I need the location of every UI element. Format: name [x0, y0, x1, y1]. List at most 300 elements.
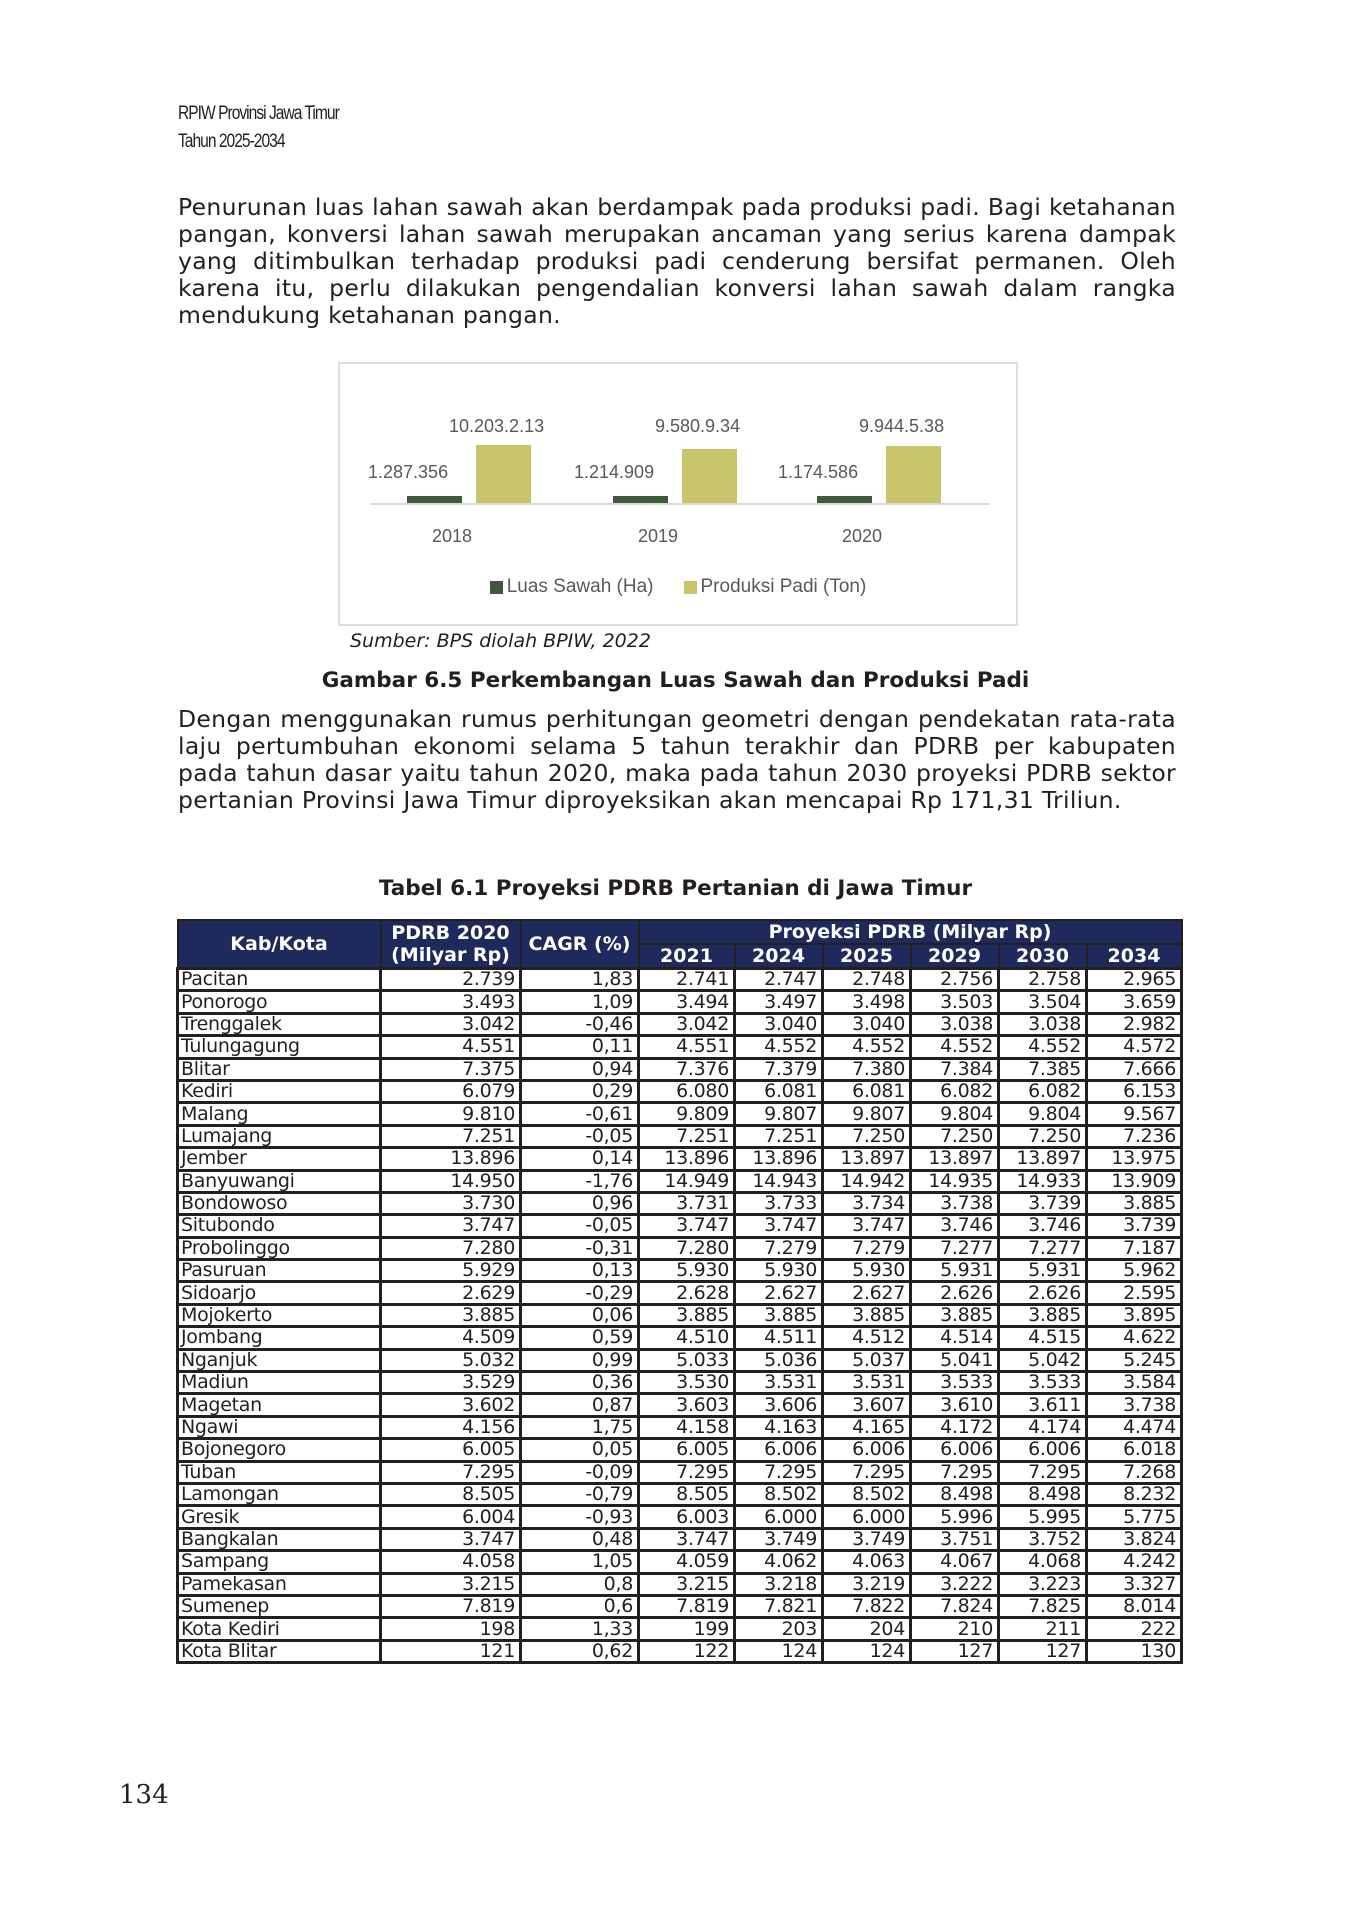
cell-value: 7.666 [1087, 1058, 1182, 1080]
table-row [178, 1372, 1182, 1394]
cell-value: 5.042 [999, 1349, 1087, 1371]
data-label: 1.174.586 [778, 462, 859, 482]
cell-value: 7.280 [381, 1237, 521, 1259]
cell-value: 7.380 [823, 1058, 911, 1080]
cell-value: 7.821 [735, 1595, 823, 1617]
table-row [178, 1170, 1182, 1192]
cell-kabkota: Sumenep [178, 1595, 381, 1617]
cell-kabkota: Lamongan [178, 1483, 381, 1505]
cell-value: 7.236 [1087, 1125, 1182, 1147]
cell-value: 6.000 [823, 1506, 911, 1528]
table-row [178, 1327, 1182, 1349]
cell-value: 5.245 [1087, 1349, 1182, 1371]
cell-value: 3.747 [823, 1215, 911, 1237]
table-row [178, 1394, 1182, 1416]
cell-value: 13.896 [735, 1148, 823, 1170]
header-title: RPIW Provinsi Jawa Timur [178, 103, 339, 124]
cell-kabkota: Blitar [178, 1058, 381, 1080]
col-header-2034: 2034 [1087, 944, 1182, 969]
cell-value: 3.607 [823, 1394, 911, 1416]
cell-value: 124 [823, 1640, 911, 1662]
cell-value: 203 [735, 1618, 823, 1640]
cell-value: 0,14 [521, 1148, 639, 1170]
cell-value: 3.885 [911, 1304, 999, 1326]
cell-value: 3.746 [911, 1215, 999, 1237]
cell-value: 4.514 [911, 1327, 999, 1349]
cell-value: 14.950 [381, 1170, 521, 1192]
cell-value: 8.502 [823, 1483, 911, 1505]
cell-value: 0,62 [521, 1640, 639, 1662]
header-period: Tahun 2025-2034 [178, 131, 285, 152]
cell-value: 3.733 [735, 1192, 823, 1214]
x-tick-label: 2019 [638, 526, 679, 546]
cell-value: -0,29 [521, 1282, 639, 1304]
cell-kabkota: Bondowoso [178, 1192, 381, 1214]
cell-value: 9.810 [381, 1103, 521, 1125]
cell-value: 13.975 [1087, 1148, 1182, 1170]
cell-kabkota: Jombang [178, 1327, 381, 1349]
table-row [178, 1125, 1182, 1147]
cell-kabkota: Madiun [178, 1372, 381, 1394]
table-row [178, 1551, 1182, 1573]
cell-value: 14.943 [735, 1170, 823, 1192]
cell-value: 5.962 [1087, 1260, 1182, 1282]
cell-value: 3.530 [639, 1372, 735, 1394]
cell-kabkota: Kota Blitar [178, 1640, 381, 1662]
bar-luas-sawah-2018 [407, 496, 462, 503]
cell-kabkota: Mojokerto [178, 1304, 381, 1326]
cell-value: 7.822 [823, 1595, 911, 1617]
cell-value: 8.502 [735, 1483, 823, 1505]
x-tick-label: 2018 [432, 526, 473, 546]
cell-value: 6.003 [639, 1506, 735, 1528]
cell-value: 122 [639, 1640, 735, 1662]
cell-value: 7.277 [911, 1237, 999, 1259]
table-row [178, 1506, 1182, 1528]
table-row [178, 991, 1182, 1013]
cell-value: 4.552 [735, 1036, 823, 1058]
cell-kabkota: Pamekasan [178, 1573, 381, 1595]
cell-value: 14.942 [823, 1170, 911, 1192]
cell-value: 5.036 [735, 1349, 823, 1371]
cell-value: 2.628 [639, 1282, 735, 1304]
cell-value: 3.885 [381, 1304, 521, 1326]
cell-value: 7.277 [999, 1237, 1087, 1259]
cell-value: 2.965 [1087, 969, 1182, 991]
cell-value: 7.384 [911, 1058, 999, 1080]
cell-value: 2.739 [381, 969, 521, 991]
cell-value: 222 [1087, 1618, 1182, 1640]
cell-value: 2.741 [639, 969, 735, 991]
cell-value: 3.752 [999, 1528, 1087, 1550]
cell-value: 199 [639, 1618, 735, 1640]
figure-source: Sumber: BPS diolah BPIW, 2022 [350, 630, 651, 652]
cell-value: 6.000 [735, 1506, 823, 1528]
cell-value: 3.730 [381, 1192, 521, 1214]
cell-value: 7.819 [381, 1595, 521, 1617]
cell-value: 7.280 [639, 1237, 735, 1259]
cell-value: 6.080 [639, 1080, 735, 1102]
cell-value: 124 [735, 1640, 823, 1662]
cell-value: 4.622 [1087, 1327, 1182, 1349]
cell-value: 7.375 [381, 1058, 521, 1080]
cell-value: 5.930 [639, 1260, 735, 1282]
legend-item-luas-sawah [490, 576, 654, 598]
cell-value: 14.935 [911, 1170, 999, 1192]
cell-value: 0,13 [521, 1260, 639, 1282]
cell-value: 7.819 [639, 1595, 735, 1617]
bar-chart [338, 362, 1018, 626]
cell-value: 3.219 [823, 1573, 911, 1595]
table-row [178, 1282, 1182, 1304]
cell-value: -1,76 [521, 1170, 639, 1192]
cell-value: 0,99 [521, 1349, 639, 1371]
cell-value: 8.498 [911, 1483, 999, 1505]
cell-value: 5.929 [381, 1260, 521, 1282]
cell-value: 4.174 [999, 1416, 1087, 1438]
bar-produksi-padi-2018 [476, 445, 531, 503]
cell-value: 5.037 [823, 1349, 911, 1371]
cell-value: 3.885 [639, 1304, 735, 1326]
cell-kabkota: Probolinggo [178, 1237, 381, 1259]
cell-value: 1,83 [521, 969, 639, 991]
table-row [178, 1013, 1182, 1035]
cell-value: 3.611 [999, 1394, 1087, 1416]
cell-value: 4.068 [999, 1551, 1087, 1573]
bar-luas-sawah-2019 [613, 496, 668, 503]
cell-value: 3.739 [999, 1192, 1087, 1214]
cell-value: 6.005 [381, 1439, 521, 1461]
cell-kabkota: Jember [178, 1148, 381, 1170]
cell-value: 3.223 [999, 1573, 1087, 1595]
cell-value: 4.165 [823, 1416, 911, 1438]
cell-value: 3.503 [911, 991, 999, 1013]
cell-value: 2.627 [735, 1282, 823, 1304]
cell-value: 5.995 [999, 1506, 1087, 1528]
cell-value: 0,8 [521, 1573, 639, 1595]
cell-value: 5.775 [1087, 1506, 1182, 1528]
cell-value: 4.163 [735, 1416, 823, 1438]
cell-value: 3.497 [735, 991, 823, 1013]
cell-value: 3.751 [911, 1528, 999, 1550]
table-caption: Tabel 6.1 Proyeksi PDRB Pertanian di Jawa Timur [378, 876, 973, 901]
cell-value: 6.081 [823, 1080, 911, 1102]
cell-value: 2.982 [1087, 1013, 1182, 1035]
cell-value: 211 [999, 1618, 1087, 1640]
cell-value: 7.187 [1087, 1237, 1182, 1259]
cell-value: 3.747 [381, 1215, 521, 1237]
cell-value: 5.041 [911, 1349, 999, 1371]
cell-value: 3.747 [639, 1215, 735, 1237]
cell-value: 13.897 [911, 1148, 999, 1170]
cell-value: 13.896 [381, 1148, 521, 1170]
table-row [178, 1036, 1182, 1058]
cell-value: 4.572 [1087, 1036, 1182, 1058]
cell-value: 8.505 [639, 1483, 735, 1505]
cell-value: 3.603 [639, 1394, 735, 1416]
cell-value: 3.218 [735, 1573, 823, 1595]
legend-label-produksi-padi: Produksi Padi (Ton) [700, 576, 867, 597]
cell-value: 0,29 [521, 1080, 639, 1102]
cell-value: -0,31 [521, 1237, 639, 1259]
cell-value: 4.551 [381, 1036, 521, 1058]
running-header [178, 100, 339, 156]
table-row [178, 1237, 1182, 1259]
col-header-kabkota: Kab/Kota [178, 920, 381, 969]
table-row [178, 1148, 1182, 1170]
cell-value: 3.731 [639, 1192, 735, 1214]
cell-value: -0,05 [521, 1215, 639, 1237]
cell-value: 9.809 [639, 1103, 735, 1125]
cell-value: 127 [911, 1640, 999, 1662]
cell-value: -0,61 [521, 1103, 639, 1125]
cell-value: 3.038 [999, 1013, 1087, 1035]
cell-value: 2.629 [381, 1282, 521, 1304]
legend-swatch-produksi-padi [684, 581, 697, 594]
cell-value: 3.584 [1087, 1372, 1182, 1394]
cell-value: 9.804 [999, 1103, 1087, 1125]
cell-value: 7.824 [911, 1595, 999, 1617]
cell-value: 6.153 [1087, 1080, 1182, 1102]
cell-kabkota: Kota Kediri [178, 1618, 381, 1640]
cell-value: 3.040 [823, 1013, 911, 1035]
cell-value: 3.659 [1087, 991, 1182, 1013]
cell-value: 3.885 [735, 1304, 823, 1326]
cell-value: 3.606 [735, 1394, 823, 1416]
paragraph-sawah-conversion: Penurunan luas lahan sawah akan berdampak pada produksi padi. Bagi ketahanan pangan, konversi lahan sawah merupakan ancaman yang serius karena dampak yang ditimbulkan terhadap produksi padi cenderung bersifat permanen. Oleh karena itu, perlu dilakukan pengendalian konversi lahan sawah dalam rangka mendukung ketahanan pangan. [178, 193, 1176, 329]
cell-value: 4.509 [381, 1327, 521, 1349]
cell-value: 4.552 [999, 1036, 1087, 1058]
cell-value: 0,6 [521, 1595, 639, 1617]
cell-value: 6.079 [381, 1080, 521, 1102]
cell-value: 3.504 [999, 991, 1087, 1013]
cell-value: 9.807 [823, 1103, 911, 1125]
table-row [178, 1103, 1182, 1125]
cell-value: 5.996 [911, 1506, 999, 1528]
col-header-2024: 2024 [735, 944, 823, 969]
table-row [178, 1260, 1182, 1282]
bar-produksi-padi-2020 [886, 446, 941, 503]
cell-value: 7.295 [911, 1461, 999, 1483]
table-row [178, 1618, 1182, 1640]
cell-value: 7.251 [735, 1125, 823, 1147]
cell-value: 9.804 [911, 1103, 999, 1125]
cell-kabkota: Sampang [178, 1551, 381, 1573]
cell-value: 4.515 [999, 1327, 1087, 1349]
cell-kabkota: Trenggalek [178, 1013, 381, 1035]
cell-value: 2.595 [1087, 1282, 1182, 1304]
cell-value: 3.746 [999, 1215, 1087, 1237]
col-header-cagr: CAGR (%) [521, 920, 639, 969]
cell-value: 0,36 [521, 1372, 639, 1394]
cell-value: 3.533 [911, 1372, 999, 1394]
cell-value: 121 [381, 1640, 521, 1662]
cell-value: 0,05 [521, 1439, 639, 1461]
cell-kabkota: Bangkalan [178, 1528, 381, 1550]
cell-value: 8.498 [999, 1483, 1087, 1505]
cell-value: 6.082 [911, 1080, 999, 1102]
cell-value: 7.295 [823, 1461, 911, 1483]
cell-value: 6.082 [999, 1080, 1087, 1102]
data-label: 10.203.2.13 [449, 416, 545, 436]
cell-value: 4.156 [381, 1416, 521, 1438]
cell-value: 130 [1087, 1640, 1182, 1662]
col-header-2030: 2030 [999, 944, 1087, 969]
cell-value: 3.610 [911, 1394, 999, 1416]
cell-value: 2.627 [823, 1282, 911, 1304]
table-body [178, 969, 1182, 1663]
cell-value: 3.738 [911, 1192, 999, 1214]
cell-value: 0,96 [521, 1192, 639, 1214]
table-row [178, 1528, 1182, 1550]
legend-swatch-luas-sawah [490, 581, 503, 594]
cell-value: 4.067 [911, 1551, 999, 1573]
cell-value: 13.897 [999, 1148, 1087, 1170]
cell-value: 3.222 [911, 1573, 999, 1595]
cell-value: 3.531 [735, 1372, 823, 1394]
cell-value: 5.033 [639, 1349, 735, 1371]
page-number: 134 [119, 1780, 169, 1810]
paragraph-pdrb-projection: Dengan menggunakan rumus perhitungan geometri dengan pendekatan rata-rata laju pertumbuhan ekonomi selama 5 tahun terakhir dan PDRB per kabupaten pada tahun dasar yaitu tahun 2020, maka pada tahun 2030 proyeksi PDRB sektor pertanian Provinsi Jawa Timur diproyeksikan akan mencapai Rp 171,31 Triliun. [178, 705, 1176, 814]
cell-value: 3.885 [999, 1304, 1087, 1326]
table-row [178, 1215, 1182, 1237]
cell-value: 8.014 [1087, 1595, 1182, 1617]
cell-value: 0,48 [521, 1528, 639, 1550]
cell-value: 13.909 [1087, 1170, 1182, 1192]
col-header-2029: 2029 [911, 944, 999, 969]
cell-value: 8.505 [381, 1483, 521, 1505]
table-row [178, 1461, 1182, 1483]
cell-kabkota: Kediri [178, 1080, 381, 1102]
data-label: 9.580.9.34 [655, 416, 741, 436]
cell-kabkota: Malang [178, 1103, 381, 1125]
cell-kabkota: Situbondo [178, 1215, 381, 1237]
cell-value: 9.567 [1087, 1103, 1182, 1125]
cell-value: 3.215 [639, 1573, 735, 1595]
cell-value: 3.895 [1087, 1304, 1182, 1326]
cell-kabkota: Gresik [178, 1506, 381, 1528]
cell-value: 3.734 [823, 1192, 911, 1214]
cell-kabkota: Banyuwangi [178, 1170, 381, 1192]
legend-label-luas-sawah: Luas Sawah (Ha) [506, 576, 654, 597]
cell-value: 9.807 [735, 1103, 823, 1125]
cell-value: 204 [823, 1618, 911, 1640]
cell-value: 0,06 [521, 1304, 639, 1326]
cell-value: 3.738 [1087, 1394, 1182, 1416]
cell-value: 6.004 [381, 1506, 521, 1528]
cell-value: 3.038 [911, 1013, 999, 1035]
col-header-2025: 2025 [823, 944, 911, 969]
cell-value: 4.510 [639, 1327, 735, 1349]
cell-value: 13.897 [823, 1148, 911, 1170]
cell-value: 7.825 [999, 1595, 1087, 1617]
col-header-pdrb2020 [381, 920, 521, 969]
table-row [178, 1595, 1182, 1617]
cell-value: 13.896 [639, 1148, 735, 1170]
cell-value: 7.295 [999, 1461, 1087, 1483]
cell-value: 7.250 [999, 1125, 1087, 1147]
table-row [178, 1483, 1182, 1505]
cell-value: 3.747 [381, 1528, 521, 1550]
table-row [178, 1304, 1182, 1326]
cell-value: 0,94 [521, 1058, 639, 1080]
cell-value: 4.511 [735, 1327, 823, 1349]
table-row [178, 1192, 1182, 1214]
cell-value: 2.626 [911, 1282, 999, 1304]
table-row [178, 1640, 1182, 1662]
cell-kabkota: Tulungagung [178, 1036, 381, 1058]
cell-value: 4.058 [381, 1551, 521, 1573]
cell-value: 7.268 [1087, 1461, 1182, 1483]
table-row [178, 1416, 1182, 1438]
cell-value: 6.006 [735, 1439, 823, 1461]
cell-value: 4.172 [911, 1416, 999, 1438]
table-row [178, 1439, 1182, 1461]
cell-value: 7.295 [639, 1461, 735, 1483]
cell-value: 5.931 [911, 1260, 999, 1282]
cell-value: 3.824 [1087, 1528, 1182, 1550]
cell-value: 3.747 [735, 1215, 823, 1237]
cell-value: 7.385 [999, 1058, 1087, 1080]
cell-value: 7.279 [735, 1237, 823, 1259]
cell-value: 2.747 [735, 969, 823, 991]
cell-value: 3.040 [735, 1013, 823, 1035]
cell-value: 3.749 [823, 1528, 911, 1550]
cell-value: 4.062 [735, 1551, 823, 1573]
cell-value: 7.295 [735, 1461, 823, 1483]
cell-value: 4.242 [1087, 1551, 1182, 1573]
cell-value: -0,46 [521, 1013, 639, 1035]
cell-kabkota: Ponorogo [178, 991, 381, 1013]
cell-value: 2.626 [999, 1282, 1087, 1304]
cell-value: 8.232 [1087, 1483, 1182, 1505]
cell-value: 7.279 [823, 1237, 911, 1259]
cell-value: 3.531 [823, 1372, 911, 1394]
x-tick-label: 2020 [842, 526, 883, 546]
cell-value: 2.756 [911, 969, 999, 991]
cell-value: 0,11 [521, 1036, 639, 1058]
cell-value: 1,75 [521, 1416, 639, 1438]
table-row [178, 1058, 1182, 1080]
cell-value: 6.006 [823, 1439, 911, 1461]
cell-value: -0,93 [521, 1506, 639, 1528]
cell-value: 4.158 [639, 1416, 735, 1438]
cell-value: 2.748 [823, 969, 911, 991]
col-header-pdrb2020-line2: (Milyar Rp) [391, 944, 510, 966]
cell-value: 3.042 [381, 1013, 521, 1035]
cell-value: 7.251 [381, 1125, 521, 1147]
cell-value: -0,09 [521, 1461, 639, 1483]
cell-kabkota: Nganjuk [178, 1349, 381, 1371]
cell-value: 4.552 [823, 1036, 911, 1058]
cell-value: 3.327 [1087, 1573, 1182, 1595]
cell-value: 3.042 [639, 1013, 735, 1035]
figure-caption: Gambar 6.5 Perkembangan Luas Sawah dan Produksi Padi [321, 668, 1030, 693]
cell-value: 3.749 [735, 1528, 823, 1550]
pdrb-projection-table [176, 919, 1183, 1664]
cell-value: -0,79 [521, 1483, 639, 1505]
cell-value: 5.930 [823, 1260, 911, 1282]
cell-value: 7.250 [911, 1125, 999, 1147]
col-group-proyeksi: Proyeksi PDRB (Milyar Rp) [639, 920, 1182, 944]
table-row [178, 1573, 1182, 1595]
cell-kabkota: Bojonegoro [178, 1439, 381, 1461]
cell-value: 198 [381, 1618, 521, 1640]
chart-plot-area [340, 364, 1016, 624]
cell-value: 1,09 [521, 991, 639, 1013]
cell-value: 7.379 [735, 1058, 823, 1080]
cell-value: 6.006 [999, 1439, 1087, 1461]
